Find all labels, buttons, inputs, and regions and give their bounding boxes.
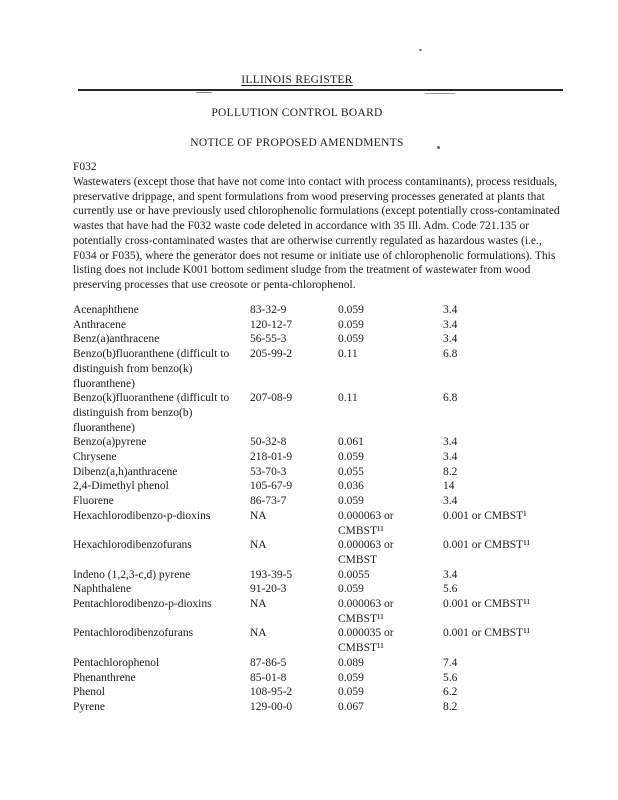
table-row — [73, 568, 578, 583]
treatment-value-b: 7.4 — [443, 656, 458, 669]
treatment-value-b: 3.4 — [443, 304, 458, 316]
cas-number: 129-00-0 — [250, 700, 293, 713]
constituent-name: Indeno (1,2,3-c,d) pyrene — [73, 568, 191, 581]
constituent-name: Hexachlorodibenzo-p-dioxins — [73, 509, 211, 522]
cas-number: NA — [250, 509, 267, 522]
treatment-value-a: 0.000035 or CMBST¹¹ — [338, 627, 394, 655]
table-row — [73, 450, 578, 465]
table-row — [73, 538, 578, 567]
constituent-name: Hexachlorodibenzofurans — [73, 539, 192, 552]
constituent-name: 2,4-Dimethyl phenol — [73, 480, 169, 493]
cas-number: 87-86-5 — [250, 656, 287, 669]
table-row — [73, 318, 578, 333]
table-row — [73, 465, 578, 480]
treatment-value-b: 6.2 — [443, 686, 458, 699]
cas-number: 105-67-9 — [250, 480, 293, 493]
treatment-value-b: 0.001 or CMBST¹ — [443, 509, 527, 522]
treatment-value-a: 0.036 — [338, 480, 364, 493]
table-row — [73, 656, 578, 671]
treatment-value-b: 0.001 or CMBST¹¹ — [443, 598, 531, 611]
cas-number: 85-01-8 — [250, 671, 287, 684]
treatment-value-a: 0.000063 or CMBST¹¹ — [338, 509, 394, 537]
treatment-value-b: 6.8 — [443, 348, 458, 361]
treatment-value-a: 0.059 — [338, 333, 364, 346]
treatment-value-a: 0.067 — [338, 700, 364, 713]
treatment-value-b: 0.001 or CMBST¹¹ — [443, 539, 531, 552]
table-row — [73, 479, 578, 494]
constituent-name: Benzo(a)pyrene — [73, 436, 147, 449]
cas-number: 56-55-3 — [250, 333, 287, 346]
cas-number: NA — [250, 598, 267, 611]
treatment-value-a: 0.059 — [338, 583, 364, 596]
board-title: POLLUTION CONTROL BOARD — [211, 107, 383, 119]
treatment-value-a: 0.059 — [338, 304, 364, 316]
cas-number: 120-12-7 — [250, 318, 293, 331]
treatment-value-b: 3.4 — [443, 318, 458, 331]
treatment-value-b: 5.6 — [443, 583, 458, 596]
constituent-name: Benzo(b)fluoranthene (difficult to distinguish from benzo(k) fluoranthene) — [73, 348, 230, 390]
cas-number: 50-32-8 — [250, 436, 287, 449]
table-row — [73, 685, 578, 700]
constituent-name: Anthracene — [73, 318, 126, 331]
treatment-value-b: 14 — [443, 480, 455, 493]
table-row — [73, 332, 578, 347]
cas-number: 83-32-9 — [250, 304, 287, 316]
table-row — [73, 582, 578, 597]
treatment-value-b: 5.6 — [443, 671, 458, 684]
constituent-name: Pyrene — [73, 700, 105, 713]
cas-number: 53-70-3 — [250, 465, 287, 478]
table-row — [73, 597, 578, 626]
treatment-value-a: 0.055 — [338, 465, 364, 478]
header-rule — [78, 89, 563, 91]
treatment-value-a: 0.059 — [338, 451, 364, 464]
scan-artifact-dot — [437, 146, 440, 149]
scan-artifact-dash — [196, 92, 212, 93]
constituent-name: Chrysene — [73, 451, 117, 464]
constituent-name: Pentachlorodibenzofurans — [73, 627, 194, 640]
cas-number: 205-99-2 — [250, 348, 293, 361]
register-title: ILLINOIS REGISTER — [241, 74, 353, 86]
table-row — [73, 494, 578, 509]
constituent-name: Phenanthrene — [73, 671, 136, 684]
treatment-value-a: 0.000063 or CMBST¹¹ — [338, 598, 394, 625]
scan-artifact-dash — [425, 93, 455, 94]
treatment-value-a: 0.059 — [338, 318, 364, 331]
treatment-value-a: 0.061 — [338, 436, 364, 449]
table-row — [73, 509, 578, 538]
treatment-value-b: 3.4 — [443, 436, 458, 449]
cas-number: 207-08-9 — [250, 392, 293, 405]
notice-title: NOTICE OF PROPOSED AMENDMENTS — [190, 137, 404, 149]
table-row — [73, 435, 578, 450]
cas-number: 108-95-2 — [250, 686, 293, 699]
treatment-value-a: 0.059 — [338, 686, 364, 699]
cas-number: 86-73-7 — [250, 495, 287, 508]
constituent-name: Phenol — [73, 686, 105, 699]
table-row — [73, 391, 578, 435]
treatment-value-a: 0.059 — [338, 495, 364, 508]
cas-number: 218-01-9 — [250, 451, 293, 464]
constituent-name: Dibenz(a,h)anthracene — [73, 465, 178, 478]
scan-artifact-dot — [419, 49, 422, 51]
treatment-value-b: 8.2 — [443, 465, 458, 478]
constituent-name: Pentachlorophenol — [73, 656, 160, 669]
treatment-value-a: 0.0055 — [338, 568, 370, 581]
treatment-value-b: 8.2 — [443, 700, 458, 713]
treatment-value-b: 3.4 — [443, 333, 458, 346]
treatment-value-a: 0.11 — [338, 348, 358, 361]
treatment-value-a: 0.059 — [338, 671, 364, 684]
treatment-value-b: 3.4 — [443, 495, 458, 508]
constituent-name: Benz(a)anthracene — [73, 333, 160, 346]
table-row — [73, 700, 578, 715]
treatment-value-b: 3.4 — [443, 568, 458, 581]
treatment-value-b: 0.001 or CMBST¹¹ — [443, 627, 531, 640]
table-row — [73, 347, 578, 391]
constituent-table — [73, 303, 578, 715]
table-row — [73, 303, 578, 318]
waste-description: Wastewaters (except those that have not come into contact with process contaminants), process residuals, preservative drippage, and spent formulations from wood preserving processes generated at plants that currently use or have previously used chlorophenolic formulations (except potentially cross-contaminated wastes that have had the F032 waste code deleted in accordance with 35 Ill. Adm. Code 721.135 or potentially cross-contaminated wastes that are otherwise currently regulated as hazardous wastes (i.e., F034 or F035), where the generator does not resume or initiate use of chlorophenolic formulations). This listing does not include K001 bottom sediment sludge from the treatment of wastewater from wood preserving processes that use creosote or penta-chlorophenol. — [73, 176, 560, 291]
constituent-name: Naphthalene — [73, 583, 132, 596]
constituent-name: Fluorene — [73, 495, 114, 508]
treatment-value-b: 6.8 — [443, 392, 458, 405]
table-row — [73, 626, 578, 655]
cas-number: NA — [250, 627, 267, 640]
constituent-name: Benzo(k)fluoranthene (difficult to distinguish from benzo(b) fluoranthene) — [73, 392, 230, 434]
treatment-value-a: 0.000063 or CMBST — [338, 539, 394, 566]
waste-code-label: F032 — [73, 161, 97, 173]
constituent-name: Pentachlorodibenzo-p-dioxins — [73, 598, 212, 611]
treatment-value-a: 0.11 — [338, 392, 358, 405]
treatment-value-a: 0.089 — [338, 656, 364, 669]
treatment-value-b: 3.4 — [443, 451, 458, 464]
cas-number: 91-20-3 — [250, 583, 287, 596]
constituent-name: Acenaphthene — [73, 304, 139, 316]
cas-number: NA — [250, 539, 267, 552]
table-row — [73, 671, 578, 686]
cas-number: 193-39-5 — [250, 568, 293, 581]
